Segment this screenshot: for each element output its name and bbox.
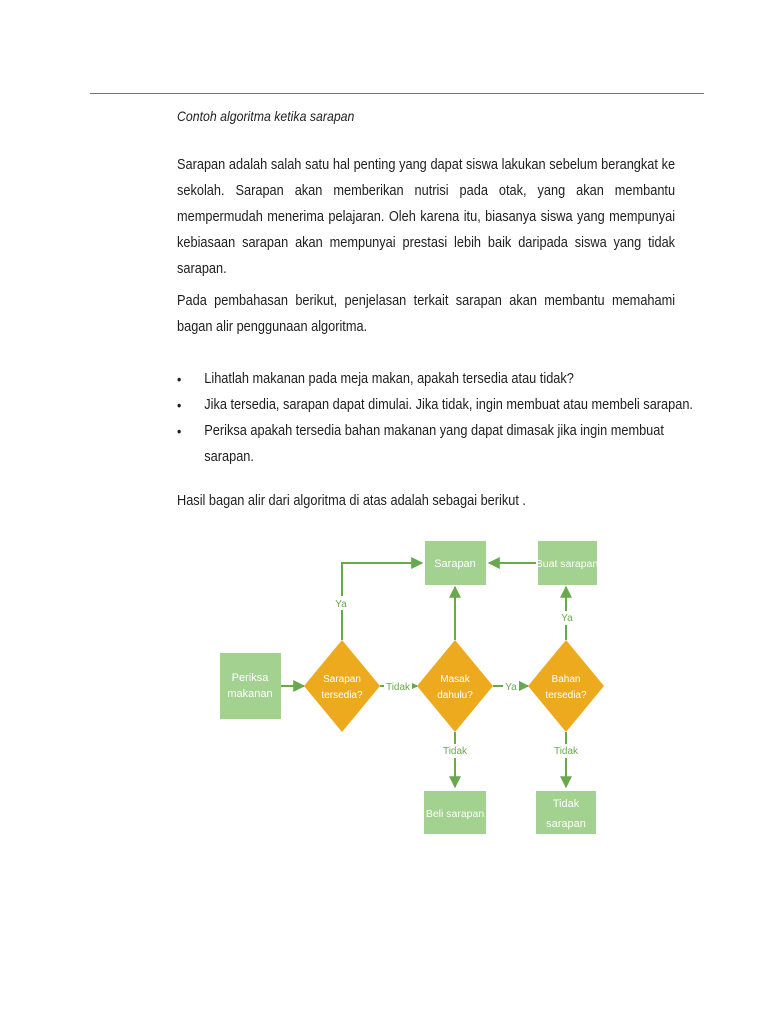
flow-box-tidak-sarapan-label-1: Tidak xyxy=(552,798,580,810)
list-item: • Periksa apakah tersedia bahan makanan yang dapat dimasak jika ingin membuat sarapan. xyxy=(177,418,705,470)
flow-label-ya-right: Ya xyxy=(561,613,573,624)
flow-box-sarapan-label: Sarapan xyxy=(434,558,476,570)
flow-decision-masak-dahulu xyxy=(417,640,493,732)
flow-box-buat-sarapan-label: Buat sarapan xyxy=(535,558,599,570)
flow-box-periksa-label-1: Periksa xyxy=(231,672,269,684)
flow-label-ya-mid: Ya xyxy=(505,682,517,693)
flow-label-tidak-down-left: Tidak xyxy=(442,746,468,757)
flow-label-ya-top: Ya xyxy=(335,599,347,610)
arrow-ya-to-sarapan xyxy=(342,563,422,640)
flow-decision-sarapan-tersedia xyxy=(304,640,380,732)
flow-decision-bahan-tersedia xyxy=(528,640,604,732)
flow-decision-sarapan-tersedia-label-1: Sarapan xyxy=(323,674,361,685)
flow-box-tidak-sarapan-label-2: sarapan xyxy=(546,818,586,830)
flow-decision-masak-dahulu-label-1: Masak xyxy=(440,674,470,685)
flow-decision-bahan-tersedia-label-1: Bahan xyxy=(551,674,581,685)
paragraph-flowchart-intro: Hasil bagan alir dari algoritma di atas adalah sebagai berikut . xyxy=(177,493,526,509)
flow-decision-masak-dahulu-label-2: dahulu? xyxy=(437,690,473,701)
flow-decision-bahan-tersedia-label-2: tersedia? xyxy=(545,690,587,701)
list-item: • Jika tersedia, sarapan dapat dimulai. Jika tidak, ingin membuat atau membeli sarapan. xyxy=(177,392,705,418)
flow-box-periksa-label-2: makanan xyxy=(227,688,273,700)
flow-label-tidak-mid: Tidak xyxy=(385,682,411,693)
paragraph-intro: Sarapan adalah salah satu hal penting yang dapat siswa lakukan sebelum berangkat ke sekolah. Sarapan akan memberikan nutrisi pada otak, yang akan membantu mempermudah menerima pelajaran. Oleh karena itu, biasanya siswa yang mempunyai kebiasaan sarapan akan mempunyai prestasi lebih baik daripada siswa yang tidak sarapan. xyxy=(177,157,676,277)
flow-label-tidak-down-right: Tidak xyxy=(553,746,579,757)
list-item: • Lihatlah makanan pada meja makan, apakah tersedia atau tidak? xyxy=(177,366,705,392)
section-heading: Contoh algoritma ketika sarapan xyxy=(177,108,355,124)
flow-decision-sarapan-tersedia-label-2: tersedia? xyxy=(321,690,363,701)
flow-box-periksa xyxy=(220,653,281,719)
flow-box-beli-sarapan-label: Beli sarapan xyxy=(425,808,485,820)
paragraph-explanation: Pada pembahasan berikut, penjelasan terkait sarapan akan membantu memahami bagan alir penggunaan algoritma. xyxy=(177,293,676,335)
